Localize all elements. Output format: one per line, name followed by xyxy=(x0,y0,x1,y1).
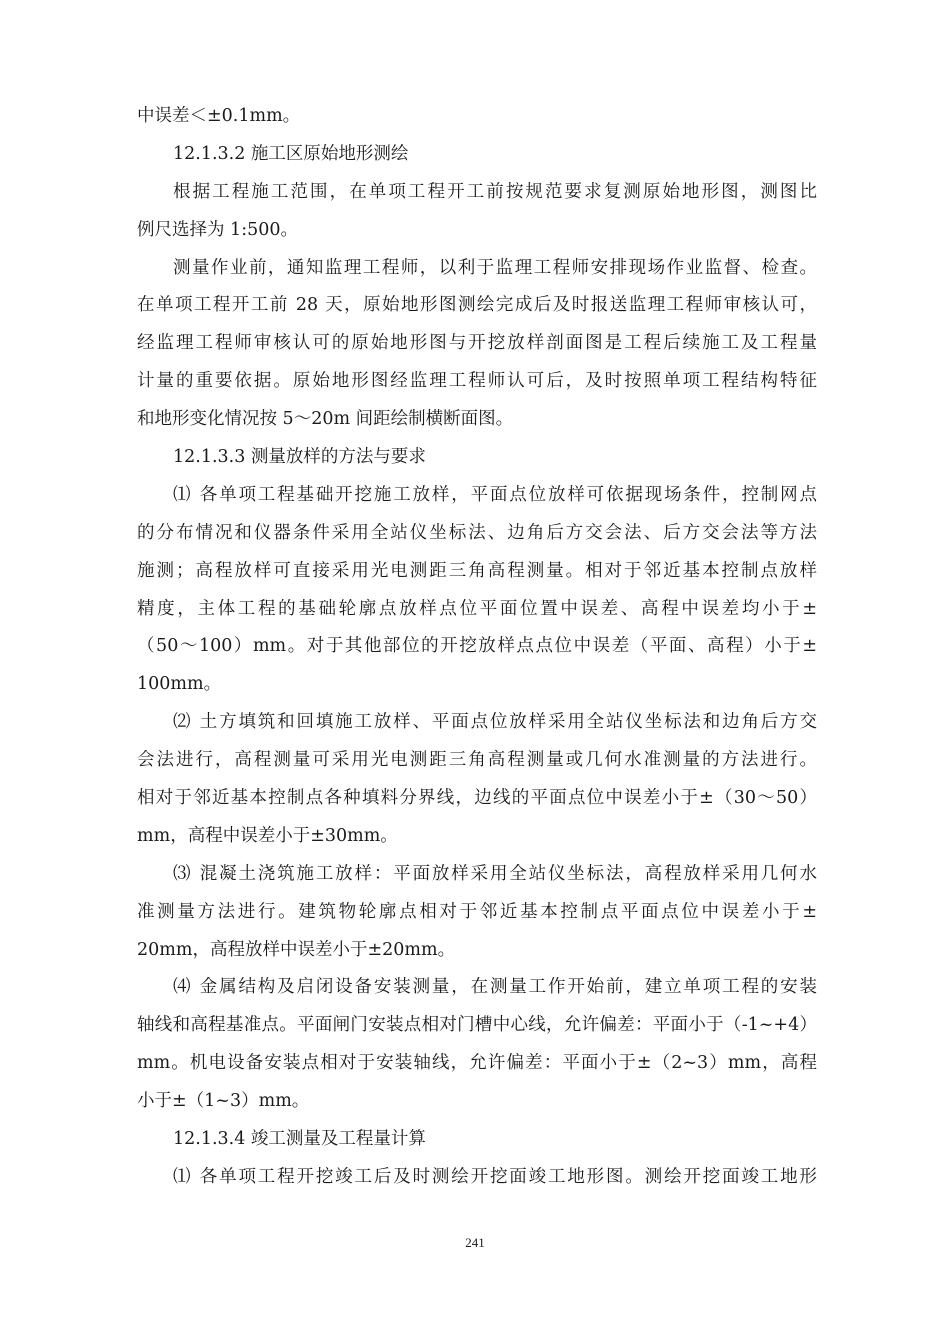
text-line: 在单项工程开工前 28 天，原始地形图测绘完成后及时报送监理工程师审核认可， xyxy=(137,295,817,316)
text-line: 例尺选择为 1:500。 xyxy=(137,219,298,240)
text-line: 测量作业前，通知监理工程师，以利于监理工程师安排现场作业监督、检查。 xyxy=(173,257,817,278)
text-line: mm。机电设备安装点相对于安装轴线，允许偏差：平面小于±（2~3）mm，高程 xyxy=(137,1053,817,1074)
document-body xyxy=(137,98,817,1197)
text-line: 根据工程施工范围，在单项工程开工前按规范要求复测原始地形图，测图比 xyxy=(173,181,817,202)
text-line: ⑵ 土方填筑和回填施工放样、平面点位放样采用全站仪坐标法和边角后方交 xyxy=(173,712,817,733)
text-line: 小于±（1~3）mm。 xyxy=(137,1091,310,1112)
text-line: 12.1.3.2 施工区原始地形测绘 xyxy=(173,143,409,164)
text-line: ⑴ 各单项工程基础开挖施工放样，平面点位放样可依据现场条件，控制网点 xyxy=(173,484,817,505)
text-line: 12.1.3.4 竣工测量及工程量计算 xyxy=(173,1129,426,1150)
text-line: 准测量方法进行。建筑物轮廓点相对于邻近基本控制点平面点位中误差小于± xyxy=(137,901,817,922)
text-line: 精度，主体工程的基础轮廓点放样点位平面位置中误差、高程中误差均小于± xyxy=(137,598,817,619)
text-line: mm，高程中误差小于±30mm。 xyxy=(137,825,398,846)
text-line: 100mm。 xyxy=(137,674,222,695)
text-line: 计量的重要依据。原始地形图经监理工程师认可后，及时按照单项工程结构特征 xyxy=(137,371,817,392)
text-line: 经监理工程师审核认可的原始地形图与开挖放样剖面图是工程后续施工及工程量 xyxy=(137,333,817,354)
text-line: 轴线和高程基准点。平面闸门安装点相对门槽中心线，允许偏差：平面小于（-1~+4） xyxy=(137,1015,817,1036)
text-line: ⑶ 混凝土浇筑施工放样：平面放样采用全站仪坐标法，高程放样采用几何水 xyxy=(173,863,817,884)
text-line: 和地形变化情况按 5～20m 间距绘制横断面图。 xyxy=(137,409,514,430)
text-line: 会法进行，高程测量可采用光电测距三角高程测量或几何水准测量的方法进行。 xyxy=(137,750,817,771)
page-number: 241 xyxy=(465,1235,485,1250)
text-line: 12.1.3.3 测量放样的方法与要求 xyxy=(173,447,426,468)
text-line: ⑴ 各单项工程开挖竣工后及时测绘开挖面竣工地形图。测绘开挖面竣工地形 xyxy=(173,1166,817,1187)
text-line: 中误差＜±0.1mm。 xyxy=(137,106,301,126)
text-line: 施测；高程放样可直接采用光电测距三角高程测量。相对于邻近基本控制点放样 xyxy=(137,560,817,581)
text-line: ⑷ 金属结构及启闭设备安装测量，在测量工作开始前，建立单项工程的安装 xyxy=(173,977,817,998)
text-line: 20mm，高程放样中误差小于±20mm。 xyxy=(137,939,456,960)
text-line: 的分布情况和仪器条件采用全站仪坐标法、边角后方交会法、后方交会法等方法 xyxy=(137,522,817,543)
text-line: 相对于邻近基本控制点各种填料分界线，边线的平面点位中误差小于±（30～50） xyxy=(137,788,817,809)
text-line: （50～100）mm。对于其他部位的开挖放样点点位中误差（平面、高程）小于± xyxy=(137,636,817,657)
